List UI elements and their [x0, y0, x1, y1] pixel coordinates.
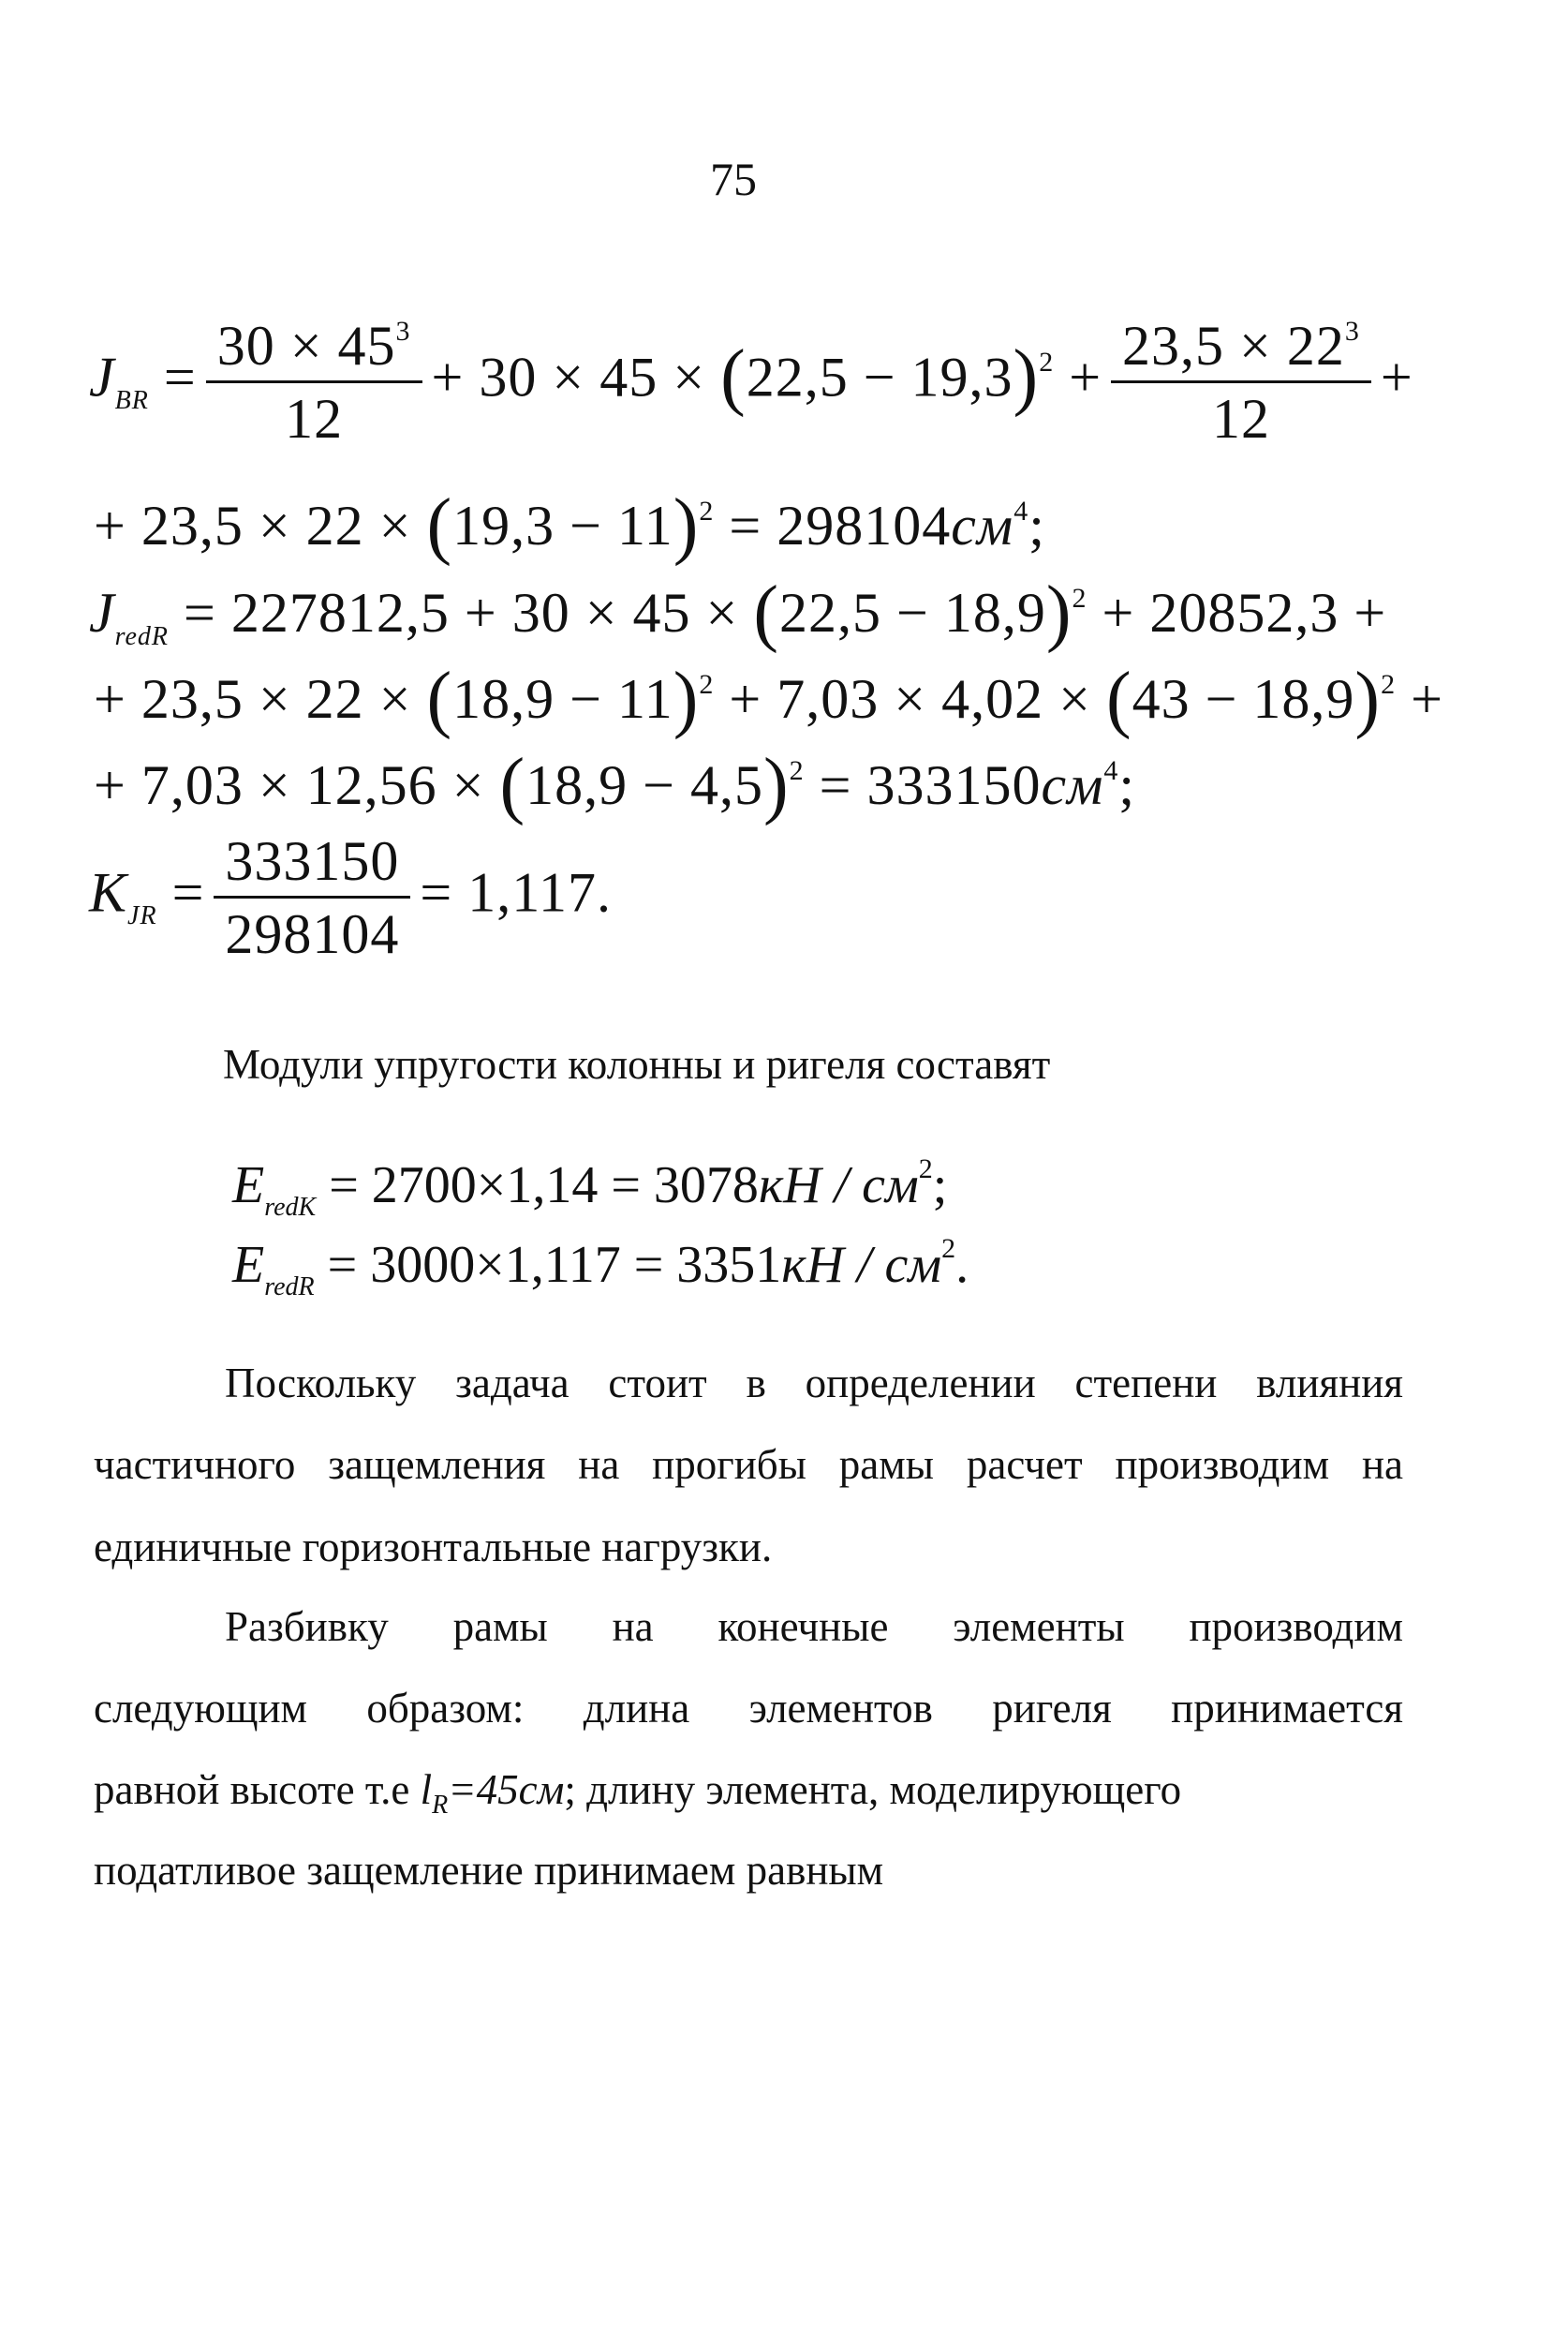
eredk-symbol: E — [232, 1156, 265, 1214]
eredr-unit: кН / см — [781, 1236, 942, 1294]
equation-jredr-line2: + $23,5 \times 22 \times (18,9 - 11)^2 + 7,03 \times 4,02 \times (43 - 18,9)^2$ + — [94, 658, 1443, 740]
jbr-line1-end: + — [1380, 346, 1413, 409]
kjr-result: = 1,117. — [420, 861, 613, 924]
fraction-1 — [212, 314, 417, 452]
p2-line3-sub: R — [432, 1791, 449, 1820]
equation-eredk — [232, 1153, 948, 1222]
jredr-unit: см — [1041, 754, 1104, 816]
jredr-line2-a: + 23,5 × 22 × — [94, 668, 427, 730]
jredr-line1-b: + 20852,3 + — [1087, 582, 1387, 644]
fraction-1-exponent: 3 — [395, 316, 411, 347]
paragraph-2-line-2: следующим образом: длина элементов ригеля принимается — [94, 1685, 1403, 1732]
kjr-denominator: 298104 — [214, 896, 410, 967]
paragraph-1-line-2: частичного защемления на прогибы рамы расчет производим на — [94, 1441, 1403, 1488]
jredr-subscript: redR — [114, 622, 170, 651]
equation-jredr-line3: + $7,03 \times 12,56 \times (18,9 - 4,5)^2 = 333150см^4$; — [94, 744, 1136, 826]
eredk-subscript: redK — [264, 1193, 317, 1222]
jredr-line3-paren: 18,9 − 4,5 — [525, 754, 763, 816]
jredr-line2-paren2: 43 − 18,9 — [1132, 668, 1355, 730]
equation-kjr: $K_{JR}$ = $\frac{333150}{298104}$ = 1,117. — [89, 830, 613, 965]
jbr-line2-end: ; — [1028, 495, 1045, 557]
eredr-end: . — [955, 1236, 969, 1294]
eredr-symbol: E — [232, 1236, 265, 1294]
jredr-line2-b: + 7,03 × 4,02 × — [714, 668, 1106, 730]
kjr-subscript: JR — [127, 901, 157, 931]
equation-jredr-line1: $J_{redR} = 227812,5 + 30 \times 45 \times (22,5 - 18,9)^2 + 20852,3$ + — [89, 572, 1387, 654]
jbr-unit: см — [951, 495, 1014, 557]
p2-line3-b: ; длину элемента, моделирующего — [564, 1766, 1182, 1813]
jbr-line2-start: + 23,5 × 22 × — [94, 495, 427, 557]
fraction-2 — [1117, 314, 1366, 452]
jredr-line3-a: + 7,03 × 12,56 × — [94, 754, 500, 816]
jbr-paren-exponent: 2 — [1039, 347, 1055, 379]
fraction-1-numerator: 30 × 45 — [216, 315, 396, 377]
jbr-line2-paren: 19,3 − 11 — [452, 495, 673, 557]
paragraph-1-line-1: Поскольку задача стоит в определении степени влияния — [225, 1360, 1403, 1406]
jbr-unit-exponent: 4 — [1013, 496, 1029, 527]
p2-line3-a: равной высоте т.е — [94, 1766, 421, 1813]
jredr-result: = 333150 — [804, 754, 1042, 816]
jredr-unit-exponent: 4 — [1103, 755, 1119, 786]
kjr-fraction — [219, 829, 405, 967]
paragraph-2-line-4: податливое защемление принимаем равным — [94, 1847, 884, 1894]
p2-line3-var: l — [420, 1766, 433, 1813]
eredk-rhs: = 2700×1,14 = 3078 — [316, 1156, 759, 1214]
fraction-2-exponent: 3 — [1344, 316, 1360, 347]
equals-sign: = — [163, 346, 197, 409]
fraction-2-numerator: 23,5 × 22 — [1122, 315, 1345, 377]
kjr-symbol: K — [89, 861, 128, 924]
jredr-line2-exponent: 2 — [699, 669, 715, 700]
jbr-result: = 298104 — [714, 495, 952, 557]
eredr-unit-exponent: 2 — [941, 1233, 956, 1264]
paragraph-2-line-3 — [94, 1765, 1403, 1820]
paragraph-2-line-1: Разбивку рамы на конечные элементы производим — [225, 1603, 1403, 1650]
jbr-subscript: BR — [114, 386, 149, 416]
paragraph-1-line-3: единичные горизонтальные нагрузки. — [94, 1524, 773, 1570]
equation-eredr — [232, 1233, 969, 1301]
jredr-line1-a: = 227812,5 + 30 × 45 × — [184, 582, 754, 644]
page-number: 75 — [710, 153, 757, 205]
jbr-symbol: J — [89, 346, 115, 409]
fraction-2-denominator: 12 — [1111, 380, 1371, 452]
eredr-rhs: = 3000×1,117 = 3351 — [314, 1236, 782, 1294]
jredr-line2-paren: 18,9 − 11 — [452, 668, 673, 730]
jredr-line3-end: ; — [1118, 754, 1136, 816]
eredk-unit-exponent: 2 — [918, 1153, 933, 1184]
kjr-numerator: 333150 — [225, 830, 400, 892]
jredr-line1-exponent: 2 — [1072, 583, 1087, 614]
jbr-paren-term: 22,5 − 19,3 — [746, 346, 1013, 409]
jredr-line2-c: + — [1396, 668, 1443, 730]
eredk-end: ; — [932, 1156, 948, 1214]
equation-jbr-line1: $J_{BR}$ = $\frac{30 \times 45^3}{12}$ + $30 \times 45 \times (22,5 - 19,3)^2$ + $\frac{23,5 \times 22^3}{12}$ + — [89, 315, 1413, 450]
p2-line3-val: =45см — [448, 1766, 565, 1813]
equation-jbr-line2: + $23,5 \times 22 \times (19,3 - 11)^2 = 298104см^4$; — [94, 484, 1045, 567]
jbr-middle-term: + 30 × 45 × — [431, 346, 721, 409]
eredr-subscript: redR — [264, 1272, 315, 1301]
jbr-line2-exponent: 2 — [699, 496, 715, 527]
jredr-line1-paren: 22,5 − 18,9 — [779, 582, 1046, 644]
moduli-intro: Модули упругости колонны и ригеля составят — [223, 1041, 1051, 1088]
eredk-unit: кН / см — [758, 1156, 919, 1214]
fraction-1-denominator: 12 — [206, 380, 422, 452]
jredr-line3-exponent: 2 — [789, 755, 805, 786]
jredr-line2-exponent2: 2 — [1381, 669, 1397, 700]
jredr-symbol: J — [89, 582, 115, 644]
